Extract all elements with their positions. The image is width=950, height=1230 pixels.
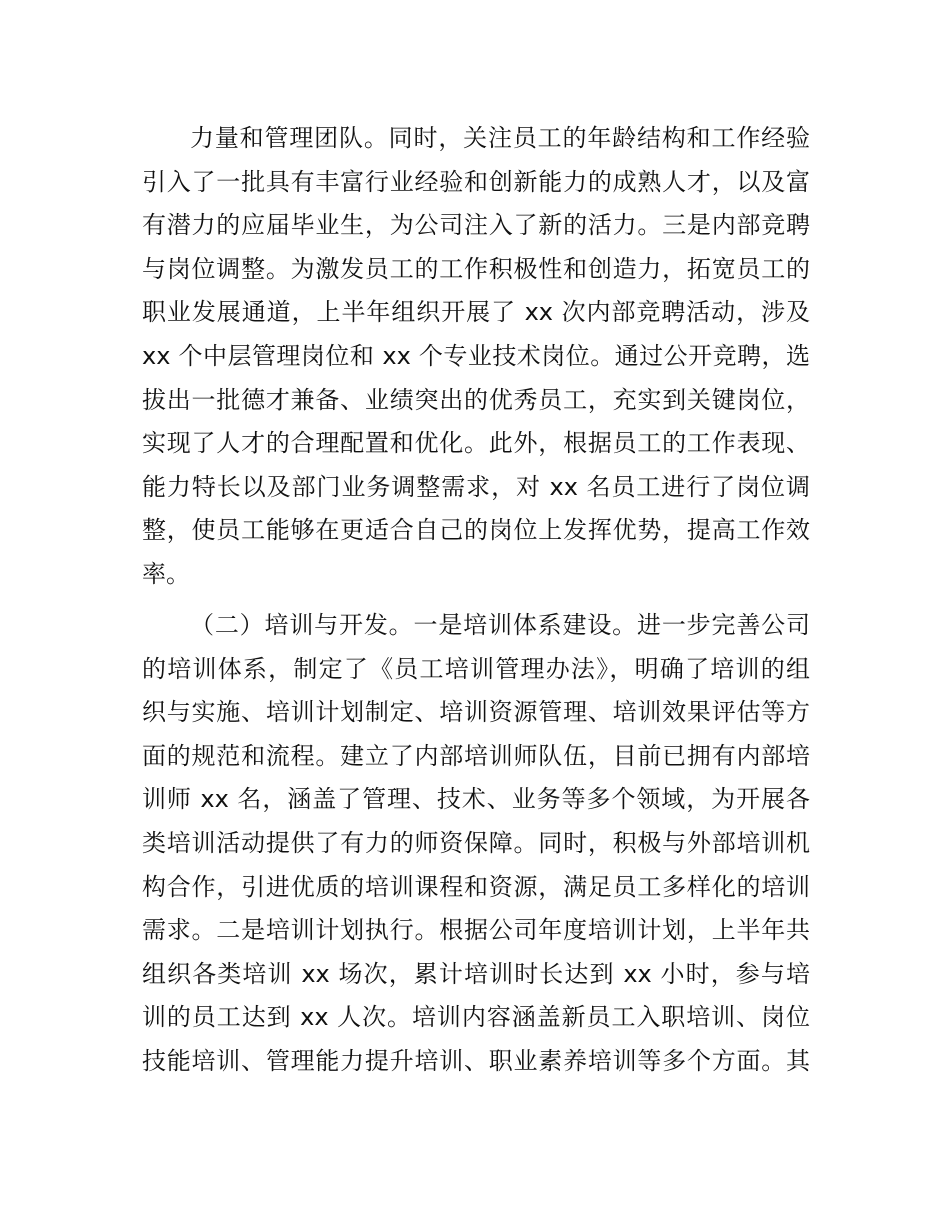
paragraph-line: xx 个中层管理岗位和 xx 个专业技术岗位。通过公开竞聘，选 xyxy=(142,341,810,370)
paragraph-line: 整，使员工能够在更适合自己的岗位上发挥优势，提高工作效 xyxy=(142,516,810,545)
paragraph-training xyxy=(142,604,810,1084)
paragraph-line: 技能培训、管理能力提升培训、职业素养培训等多个方面。其 xyxy=(142,1046,810,1075)
paragraph-line: （二）培训与开发。一是培训体系建设。进一步完善公司 xyxy=(190,611,810,639)
paragraph-line: 力量和管理团队。同时，关注员工的年龄结构和工作经验 xyxy=(190,124,810,152)
paragraph-line: 构合作，引进优质的培训课程和资源，满足员工多样化的培训 xyxy=(142,872,810,901)
paragraph-line: 的培训体系，制定了《员工培训管理办法》，明确了培训的组 xyxy=(142,654,810,683)
paragraph-line: 引入了一批具有丰富行业经验和创新能力的成熟人才，以及富 xyxy=(142,167,810,196)
paragraph-line: 实现了人才的合理配置和优化。此外，根据员工的工作表现、 xyxy=(142,429,810,458)
paragraph-line: 率。 xyxy=(142,559,190,588)
paragraph-line: 职业发展通道，上半年组织开展了 xx 次内部竞聘活动，涉及 xyxy=(142,298,810,327)
paragraph-line: 需求。二是培训计划执行。根据公司年度培训计划，上半年共 xyxy=(142,916,810,945)
paragraph-line: 拔出一批德才兼备、业绩突出的优秀员工，充实到关键岗位， xyxy=(142,385,810,414)
paragraph-line: 组织各类培训 xx 场次，累计培训时长达到 xx 小时，参与培 xyxy=(142,959,810,988)
paragraph-line: 类培训活动提供了有力的师资保障。同时，积极与外部培训机 xyxy=(142,828,810,857)
paragraph-line: 面的规范和流程。建立了内部培训师队伍，目前已拥有内部培 xyxy=(142,741,810,770)
paragraph-line: 与岗位调整。为激发员工的工作积极性和创造力，拓宽员工的 xyxy=(142,254,810,283)
paragraph-line: 训的员工达到 xx 人次。培训内容涵盖新员工入职培训、岗位 xyxy=(142,1003,810,1032)
paragraph-recruitment xyxy=(142,117,810,597)
paragraph-line: 有潜力的应届毕业生，为公司注入了新的活力。三是内部竞聘 xyxy=(142,211,810,240)
paragraph-line: 训师 xx 名，涵盖了管理、技术、业务等多个领域，为开展各 xyxy=(142,785,810,814)
paragraph-line: 织与实施、培训计划制定、培训资源管理、培训效果评估等方 xyxy=(142,698,810,727)
paragraph-line: 能力特长以及部门业务调整需求，对 xx 名员工进行了岗位调 xyxy=(142,472,810,501)
